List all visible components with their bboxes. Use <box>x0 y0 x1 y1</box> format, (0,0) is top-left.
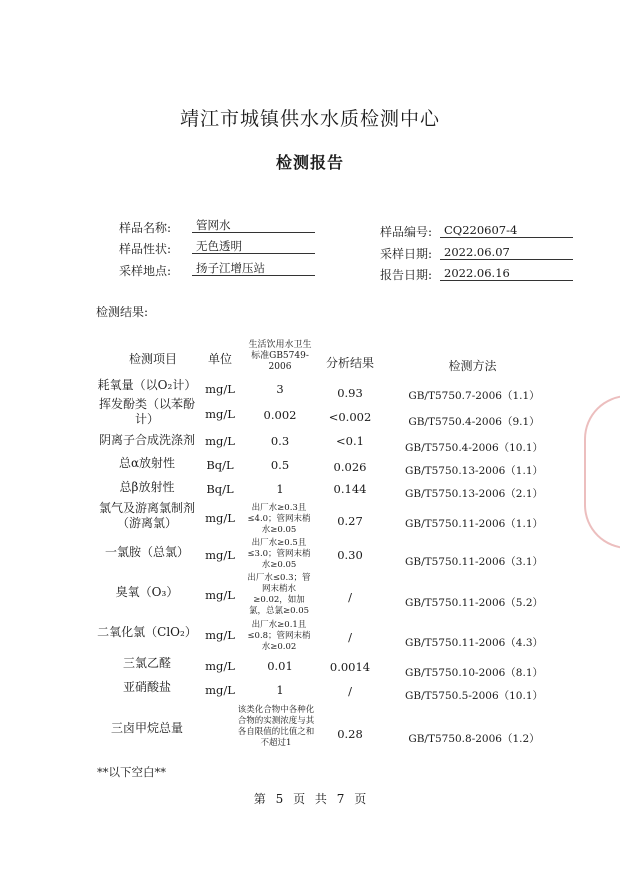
table-row-unit: mg/L <box>205 628 235 642</box>
sampling-location-label: 采样地点: <box>119 264 172 278</box>
header-standard: 生活饮用水卫生标准GB5749-2006 <box>248 340 312 372</box>
table-row-standard: 3 <box>276 382 284 396</box>
table-row-method: GB/T5750.10-2006（8.1） <box>404 667 544 679</box>
table-row-unit: mg/L <box>205 659 235 673</box>
table-row-item: 氯气及游离氯制剂（游离氯） <box>98 501 195 530</box>
report-date-value: 2022.06.16 <box>440 266 573 281</box>
table-row-method: GB/T5750.8-2006（1.2） <box>408 733 540 745</box>
table-row-item: 亚硝酸盐 <box>122 680 171 694</box>
table-row-method: GB/T5750.13-2006（1.1） <box>404 465 544 477</box>
table-row-standard: 0.002 <box>263 408 297 422</box>
table-row-standard: 0.5 <box>270 458 290 472</box>
page-indicator <box>0 790 620 807</box>
table-row-unit: Bq/L <box>206 482 234 496</box>
table-row-result: 0.28 <box>337 727 363 741</box>
header-method: 检测方法 <box>448 359 497 373</box>
table-row-unit: mg/L <box>205 407 235 421</box>
table-row-item: 挥发酚类（以苯酚计） <box>98 397 195 426</box>
end-of-content-note: **以下空白** <box>97 765 166 779</box>
table-row-result: <0.002 <box>328 410 372 424</box>
table-row-method: GB/T5750.4-2006（10.1） <box>404 442 544 454</box>
sample-property-value: 无色透明 <box>192 239 315 254</box>
sampling-date-value: 2022.06.07 <box>440 245 573 260</box>
table-row-standard: 1 <box>276 482 284 496</box>
page-current: 5 <box>275 792 284 806</box>
table-row-unit: mg/L <box>205 683 235 697</box>
table-row-standard: 1 <box>276 683 284 697</box>
table-row-standard: 出厂水≤0.3；管网末梢水≥0.02，如加氯，总氯≥0.05 <box>247 573 311 616</box>
results-label: 检测结果: <box>96 305 149 319</box>
table-row-result: / <box>348 590 352 604</box>
table-row-item: 阴离子合成洗涤剂 <box>98 433 195 447</box>
sample-property-label: 样品性状: <box>119 242 172 256</box>
table-row-result: 0.144 <box>333 482 367 496</box>
sample-name-value: 管网水 <box>192 218 315 233</box>
table-row-standard: 0.01 <box>267 659 293 673</box>
table-row-item: 总α放射性 <box>118 456 176 470</box>
seal-stamp <box>584 395 620 549</box>
table-row-result: 0.0014 <box>329 660 371 674</box>
page-total: 7 <box>336 792 345 806</box>
table-row-unit: mg/L <box>205 382 235 396</box>
table-row-standard: 0.3 <box>270 434 290 448</box>
sampling-date-label: 采样日期: <box>380 247 433 261</box>
table-row-result: / <box>348 630 352 644</box>
table-row-method: GB/T5750.11-2006（1.1） <box>404 518 544 530</box>
table-row-result: 0.93 <box>337 386 363 400</box>
header-unit: 单位 <box>207 352 232 366</box>
table-row-method: GB/T5750.13-2006（2.1） <box>404 488 544 500</box>
header-item: 检测项目 <box>128 352 177 366</box>
sampling-location-value: 扬子江增压站 <box>192 261 315 276</box>
header-result: 分析结果 <box>325 356 374 370</box>
table-row-unit: mg/L <box>205 548 235 562</box>
sample-code-value: CQ220607-4 <box>440 223 573 238</box>
table-row-result: 0.30 <box>337 548 363 562</box>
page-suffix: 页 <box>354 792 367 806</box>
table-row-item: 二氧化氯（ClO₂） <box>97 625 197 639</box>
table-row-unit: mg/L <box>205 511 235 525</box>
table-row-result: <0.1 <box>336 434 364 448</box>
table-row-method: GB/T5750.11-2006（3.1） <box>404 556 544 568</box>
table-row-unit: mg/L <box>205 434 235 448</box>
table-row-unit: Bq/L <box>206 458 234 472</box>
table-row-standard: 出厂水≥0.5且≤3.0；管网末梢水≥0.05 <box>247 538 311 570</box>
table-row-method: GB/T5750.11-2006（4.3） <box>404 637 544 649</box>
table-row-method: GB/T5750.7-2006（1.1） <box>408 390 540 402</box>
table-row-item: 臭氧（O₃） <box>115 585 179 599</box>
sample-name-label: 样品名称: <box>119 221 172 235</box>
table-row-item: 一氯胺（总氯） <box>104 545 189 559</box>
table-row-result: / <box>348 684 352 698</box>
page-prefix: 第 <box>253 792 266 806</box>
report-date-label: 报告日期: <box>380 268 433 282</box>
table-row-item: 三卤甲烷总量 <box>110 721 183 735</box>
table-row-standard: 该类化合物中各种化合物的实测浓度与其各自限值的比值之和不超过1 <box>237 705 315 748</box>
table-row-item: 三氯乙醛 <box>122 656 171 670</box>
table-row-method: GB/T5750.11-2006（5.2） <box>404 597 544 609</box>
report-title: 检测报告 <box>275 153 344 172</box>
table-row-unit: mg/L <box>205 588 235 602</box>
table-row-standard: 出厂水≥0.3且≤4.0；管网末梢水≥0.05 <box>247 503 311 535</box>
table-row-result: 0.026 <box>333 460 367 474</box>
table-row-method: GB/T5750.4-2006（9.1） <box>408 416 540 428</box>
organization-title: 靖江市城镇供水水质检测中心 <box>179 108 440 130</box>
sample-code-label: 样品编号: <box>380 225 433 239</box>
table-row-result: 0.27 <box>337 514 363 528</box>
table-row-method: GB/T5750.5-2006（10.1） <box>404 690 544 702</box>
table-row-standard: 出厂水≥0.1且≤0.8；管网末梢水≥0.02 <box>247 620 311 652</box>
page-mid: 页 共 <box>293 792 327 806</box>
table-row-item: 总β放射性 <box>119 480 175 494</box>
table-row-item: 耗氧量（以O₂计） <box>97 378 197 392</box>
